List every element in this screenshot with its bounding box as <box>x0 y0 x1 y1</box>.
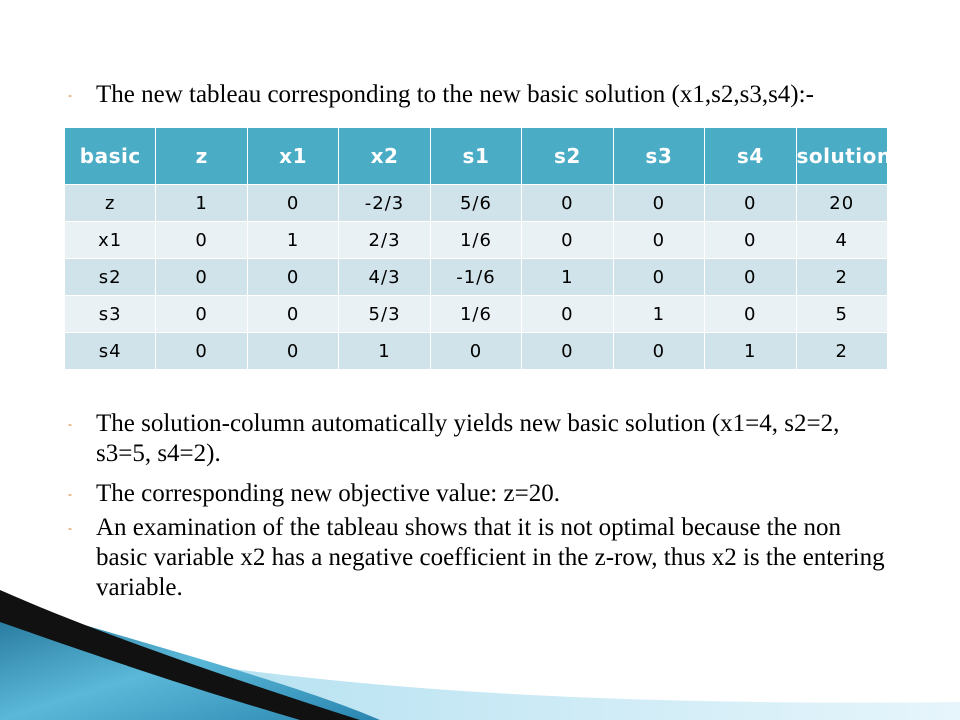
table-cell: 20 <box>796 185 888 222</box>
table-row-s3 <box>65 296 888 333</box>
table-cell: s3 <box>65 296 156 333</box>
table-row-s4 <box>65 333 888 370</box>
table-cell: 1/6 <box>430 296 521 333</box>
table-cell: 0 <box>613 259 704 296</box>
table-cell: 2 <box>796 259 888 296</box>
table-cell: 0 <box>705 185 796 222</box>
table-cell: s2 <box>65 259 156 296</box>
table-cell: 4 <box>796 222 888 259</box>
table-cell: 0 <box>247 333 338 370</box>
table-cell: 0 <box>430 333 521 370</box>
table-cell: 0 <box>522 333 613 370</box>
simplex-tableau <box>64 127 892 370</box>
table-cell: 0 <box>247 259 338 296</box>
table-cell: 4/3 <box>339 259 430 296</box>
column-header: z <box>156 128 247 185</box>
table-cell: 0 <box>613 185 704 222</box>
bullet-text: The corresponding new objective value: z=20. <box>96 480 560 507</box>
table-cell: 0 <box>156 222 247 259</box>
table-cell: 0 <box>522 296 613 333</box>
table-cell: 1 <box>613 296 704 333</box>
table-cell: 1 <box>247 222 338 259</box>
table-row-z <box>65 185 888 222</box>
column-header: solution <box>796 128 888 185</box>
table-header-row <box>65 128 888 185</box>
table-row-s2 <box>65 259 888 296</box>
table-cell: 0 <box>156 333 247 370</box>
table-cell: 1 <box>156 185 247 222</box>
table-cell: 0 <box>613 333 704 370</box>
table-cell: 0 <box>156 259 247 296</box>
table-cell: 1/6 <box>430 222 521 259</box>
table-row-x1 <box>65 222 888 259</box>
table-cell: s4 <box>65 333 156 370</box>
table-cell: 5 <box>796 296 888 333</box>
table-cell: -2/3 <box>339 185 430 222</box>
table-cell: 2/3 <box>339 222 430 259</box>
table-cell: 1 <box>522 259 613 296</box>
column-header: x2 <box>339 128 430 185</box>
bullet-marker: - <box>68 88 72 102</box>
table-cell: 0 <box>156 296 247 333</box>
bullet-marker: - <box>68 487 72 501</box>
bullet-marker: - <box>68 417 72 431</box>
column-header: s3 <box>613 128 704 185</box>
table-cell: x1 <box>65 222 156 259</box>
table-cell: 0 <box>522 185 613 222</box>
table-cell: 1 <box>705 333 796 370</box>
decorative-swoosh <box>0 590 960 720</box>
table-cell: 0 <box>247 185 338 222</box>
table-cell: 5/6 <box>430 185 521 222</box>
column-header: s1 <box>430 128 521 185</box>
table-cell: 0 <box>705 222 796 259</box>
table-cell: 1 <box>339 333 430 370</box>
intro-text: The new tableau corresponding to the new basic solution (x1,s2,s3,s4):- <box>96 81 814 108</box>
column-header: x1 <box>247 128 338 185</box>
table-cell: 5/3 <box>339 296 430 333</box>
table-cell: 0 <box>705 296 796 333</box>
bullet-text: The solution-column automatically yields new basic solution (x1=4, s2=2, s3=5, s4=2). <box>96 410 840 467</box>
table-cell: 0 <box>522 222 613 259</box>
table-cell: z <box>65 185 156 222</box>
column-header: basic <box>65 128 156 185</box>
bullet-text: An examination of the tableau shows that it is not optimal because the non basic variable x2 has a negative coefficient in the z-row, thus x2 is the entering variable. <box>96 514 885 601</box>
bullet-marker: - <box>68 521 72 535</box>
table-cell: -1/6 <box>430 259 521 296</box>
column-header: s4 <box>705 128 796 185</box>
column-header: s2 <box>522 128 613 185</box>
table-cell: 0 <box>705 259 796 296</box>
table-cell: 2 <box>796 333 888 370</box>
table-cell: 0 <box>613 222 704 259</box>
table-cell: 0 <box>247 296 338 333</box>
